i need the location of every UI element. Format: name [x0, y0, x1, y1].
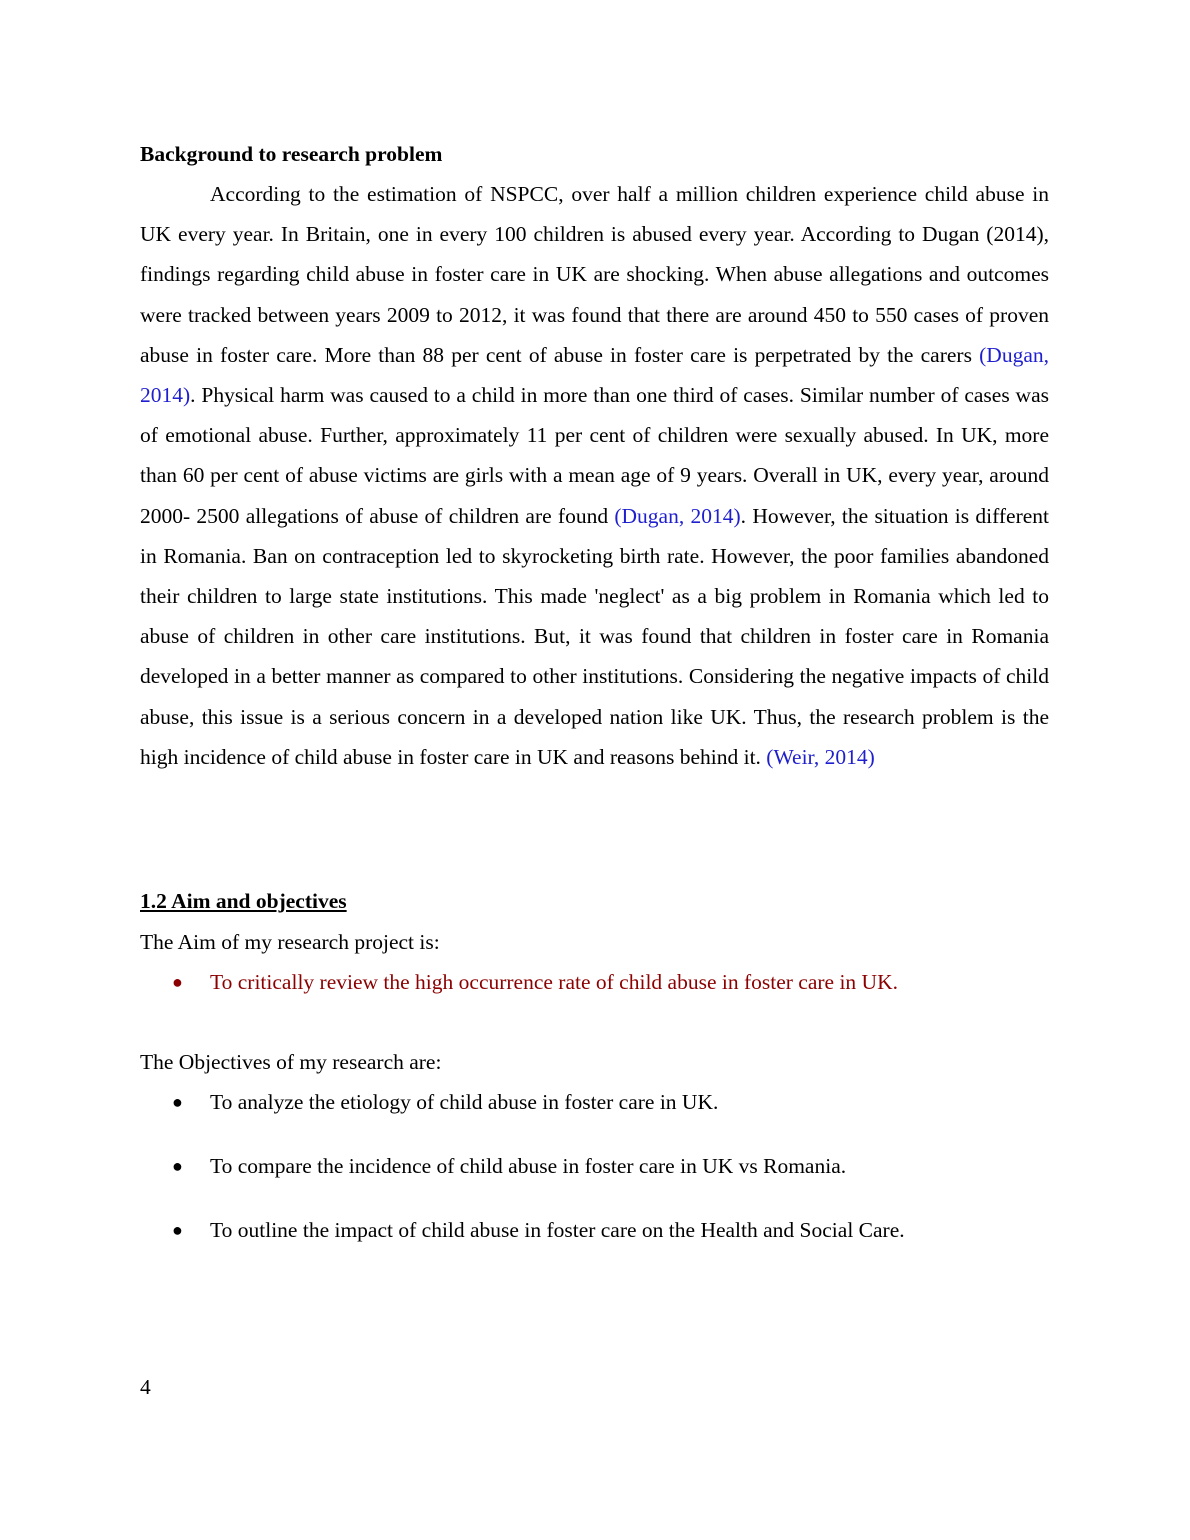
- citation-link: (Dugan, 2014): [140, 342, 1049, 408]
- page-number: 4: [140, 1375, 151, 1399]
- paragraph-text: According to the estimation of NSPCC, over half a million children experience child abuse in UK every year. In Britain, one in every 100 children is abused every year. According to Dugan (2014), findings regarding child abuse in foster care in UK are shocking. When abuse allegations and outcomes were tracked between years 2009 to 2012, it was found that there are around 450 to 550 cases of proven abuse in foster care. More than 88 per cent of abuse in foster care is perpetrated by the carers: [140, 182, 1049, 367]
- background-paragraph: [140, 174, 1049, 777]
- aims-heading: 1.2 Aim and objectives: [140, 889, 347, 913]
- paragraph-text: . Physical harm was caused to a child in more than one third of cases. Similar number of cases was of emotional abuse. Further, approximately 11 per cent of children were sexually abused. In UK, more than 60 per cent of abuse victims are girls with a mean age of 9 years. Overall in UK, every year, around 2000- 2500 allegations of abuse of children are found: [140, 383, 1049, 528]
- bullet-icon: ●: [172, 1156, 183, 1176]
- bullet-icon: ●: [172, 1220, 183, 1240]
- background-heading: Background to research problem: [140, 142, 443, 166]
- bullet-icon: ●: [172, 972, 183, 992]
- objective-item-text: To compare the incidence of child abuse in foster care in UK vs Romania.: [210, 1154, 847, 1178]
- objectives-intro: The Objectives of my research are:: [140, 1050, 442, 1074]
- citation-link: (Weir, 2014): [766, 744, 875, 769]
- aim-item-text: To critically review the high occurrence rate of child abuse in foster care in UK.: [210, 970, 898, 994]
- bullet-icon: ●: [172, 1092, 183, 1112]
- citation-link: (Dugan, 2014): [614, 503, 741, 528]
- aim-intro: The Aim of my research project is:: [140, 930, 440, 954]
- objective-item-text: To outline the impact of child abuse in foster care on the Health and Social Care.: [210, 1218, 905, 1242]
- paragraph-text: . However, the situation is different in Romania. Ban on contraception led to skyrocketing birth rate. However, the poor families abandoned their children to large state institutions. This made 'neglect' as a big problem in Romania which led to abuse of children in other care institutions. But, it was found that children in foster care in Romania developed in a better manner as compared to other institutions. Considering the negative impacts of child abuse, this issue is a serious concern in a developed nation like UK. Thus, the research problem is the high incidence of child abuse in foster care in UK and reasons behind it.: [140, 503, 1050, 769]
- objective-item-text: To analyze the etiology of child abuse in foster care in UK.: [210, 1090, 719, 1114]
